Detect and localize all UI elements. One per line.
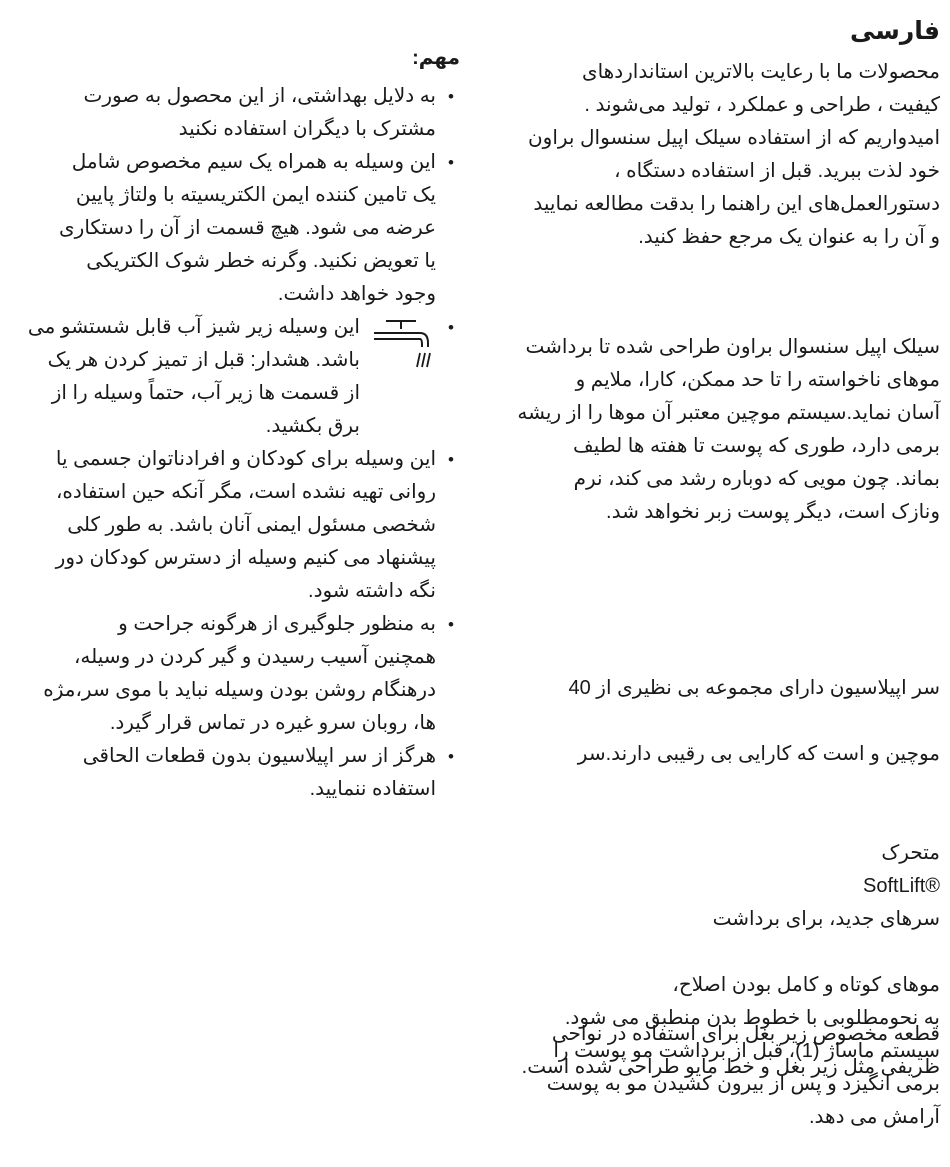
list-item: • این وسیله به همراه یک سیم مخصوص شامل یک تامین کننده ایمن الکتریسیته با ولتاژ پایین عرضه می شود. هیچ قسمت از آن را دستکاری یا تعویض نکنید. وگرنه خطر شوک الکتریکی وجود خواهد داشت. bbox=[8, 146, 460, 311]
p3-line-3-start: متحرک bbox=[881, 842, 940, 864]
p3-line-2: موچین و است که کارایی بی رقیبی دارند.سر bbox=[577, 743, 940, 765]
list-item: • این وسیله زیر شیز آب قابل شستشو می باشد. هشدار: قبل از تمیز کردن هر یک از قسمت ها زیر آب، حتماً وسیله را از برق بکشید. bbox=[8, 311, 460, 443]
softlift-brand: SoftLift® bbox=[863, 875, 940, 897]
epilation-head-paragraph bbox=[500, 639, 940, 1167]
list-item: • هرگز از سر اپیلاسیون بدون قطعات الحاقی استفاده ننمایید. bbox=[8, 740, 460, 806]
p3-line-3 bbox=[500, 804, 940, 936]
intro-paragraph: محصولات ما با رعایت بالاترین استانداردهای کیفیت ، طراحی و عملکرد ، تولید می‌شوند . امیدواریم که از استفاده سیلک اپیل سنسوال براون خود لذت ببرید. قبل از استفاده دستگاه ، دستورالعمل‌های این راهنما را بدقت مطالعه نمایید و آن را به عنوان یک مرجع حفظ کنید. bbox=[527, 61, 940, 248]
important-label: مهم: bbox=[412, 47, 460, 69]
underarm-cap-paragraph: قطعه مخصوص زیر بغل برای استفاده در نواحی ظریفی مثل زیر بغل و خط مایو طراحی شده است. bbox=[521, 1023, 940, 1078]
list-item: • این وسیله برای کودکان و افرادناتوان جسمی یا روانی تهیه نشده است، مگر آنکه حین استفاده، شخصی مسئول ایمنی آنان باشد. به طور کلی پیشنهاد می کنیم وسیله از دسترس کودکان دور نگه داشته شود. bbox=[8, 443, 460, 608]
faucet-water-icon bbox=[372, 315, 436, 371]
p3-rest: موهای کوتاه و کامل بودن اصلاح، به نحومطلوبی با خطوط بدن منطبق می شود. سیستم ماساژ (1)، قبل از برداشت مو پوست را برمی انگیزد و پس از بیرون کشیدن مو به پوست آرامش می دهد. bbox=[546, 974, 940, 1128]
left-column bbox=[8, 0, 460, 1159]
important-list bbox=[8, 80, 460, 806]
list-item: • به دلایل بهداشتی، از این محصول به صورت مشترک با دیگران استفاده نکنید bbox=[8, 80, 460, 146]
section-title: فارسی bbox=[849, 17, 940, 45]
product-description-paragraph: سیلک اپیل سنسوال براون طراحی شده تا برداشت موهای ناخواسته را تا حد ممکن، کارا، ملایم و آسان نماید.سیستم موچین معتبر آن موها را از ریشه برمی دارد، طوری که پوست تا هفته ها لطیف بماند. چون مویی که دوباره رشد می کند، نرم ونازک است، دیگر پوست زبر نخواهد شد. bbox=[517, 336, 940, 523]
p3-line-1: سر اپیلاسیون دارای مجموعه بی نظیری از 40 bbox=[568, 677, 940, 699]
p3-line-3-end: سرهای جدید، برای برداشت bbox=[712, 908, 940, 930]
list-item: • به منظور جلوگیری از هرگونه جراحت و همچنین آسیب رسیدن و گیر کردن در وسیله، درهنگام روشن بودن وسیله نباید با موی سر،مژه ها، روبان سرو غیره در تماس قرار گیرد. bbox=[8, 608, 460, 740]
right-column bbox=[500, 0, 940, 1159]
